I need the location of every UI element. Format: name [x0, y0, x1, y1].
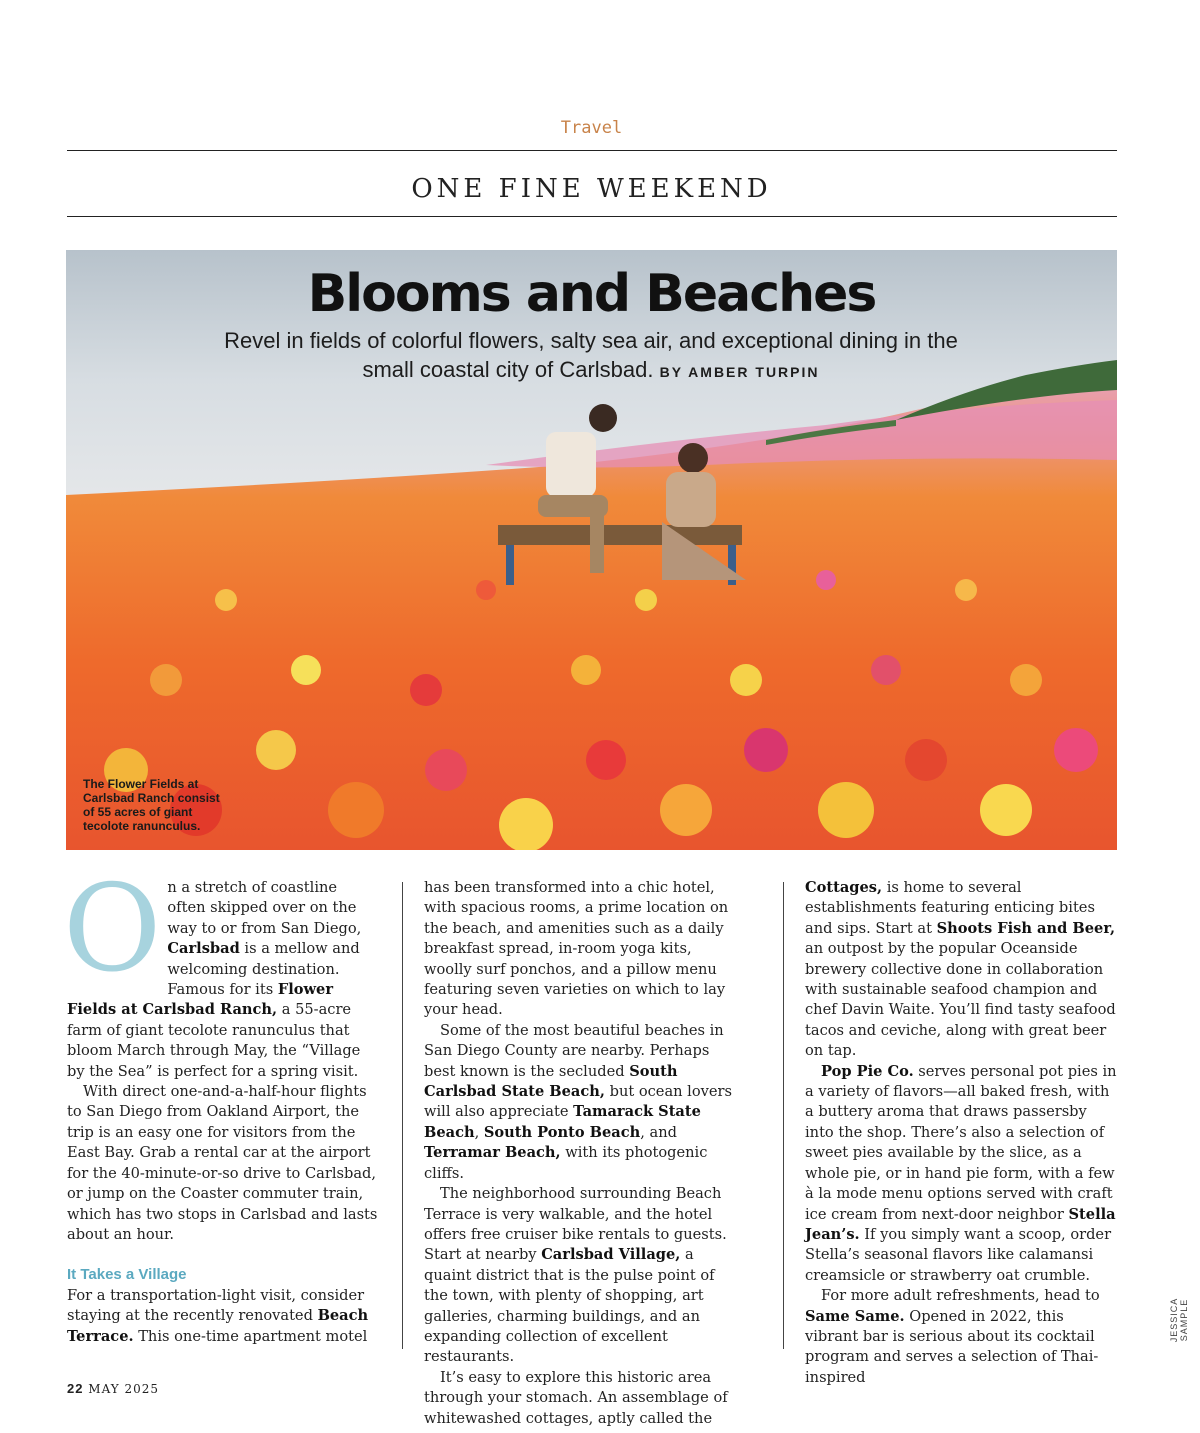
- body-text: serves personal pot pies in a variety of flavors—all baked fresh, with a buttery aroma that draws passersby into the shop. There’s also a selection of sweet pies available by the slice, as a whole pie, or in hand pie form, with a few à la mode menu options served with craft ice cream from next-door neighbor: [805, 1062, 1117, 1223]
- photo-credit: JESSICA SAMPLE: [1169, 1297, 1189, 1343]
- photo-caption: The Flower Fields at Carlsbad Ranch consist of 55 acres of giant tecolote ranunculus.: [83, 777, 220, 833]
- body-text: n a stretch of coastline often skipped over on the way to or from San Diego,: [167, 879, 362, 937]
- issue-date: MAY 2025: [88, 1382, 160, 1396]
- column-kicker: ONE FINE WEEKEND: [411, 174, 772, 204]
- dek-text: Revel in fields of colorful flowers, salty sea air, and exceptional dining in the small coastal city of Carlsbad.: [224, 328, 958, 382]
- article-column-2: [424, 878, 736, 1429]
- place-name: Cottages,: [805, 879, 883, 896]
- body-text: a quaint district that is the pulse point of the town, with plenty of shopping, art galleries, charming buildings, and an expanding collection of excellent restaurants.: [424, 1246, 715, 1366]
- body-text: is home to several establishments featuring enticing bites and sips. Start at: [805, 879, 1095, 937]
- article-column-1: [63, 860, 379, 1347]
- subhead: It Takes a Village: [67, 1266, 187, 1284]
- place-name: Stella Jean’s.: [805, 1205, 1116, 1243]
- place-name: Tamarack State Beach: [424, 1103, 701, 1141]
- place-name: Pop Pie Co.: [821, 1062, 914, 1080]
- body-text: The neighborhood surrounding Beach Terrace is very walkable, and the hotel offers free cruiser bike rentals to guests. Start at nearby: [424, 1185, 727, 1264]
- body-text: For a transportation-light visit, consider staying at the recently renovated: [67, 1286, 365, 1325]
- paragraph: With direct one-and-a-half-hour flights to San Diego from Oakland Airport, the trip is an easy one for visitors from the East Bay. Grab a rental car at the airport for the 40-minute-or-so drive to Carlsbad, or jump on the Coaster commuter train, which has two stops in Carlsbad and lasts about an hour.: [67, 1083, 378, 1243]
- headline: Blooms and Beaches: [307, 264, 876, 324]
- body-text: is a mellow and welcoming destination. Famous for its: [167, 940, 360, 999]
- body-text: Some of the most beautiful beaches in San Diego County are nearby. Perhaps best known is the secluded: [424, 1021, 724, 1080]
- place-name: South Carlsbad State Beach,: [424, 1062, 678, 1101]
- body-text: If you simply want a scoop, order Stella’s seasonal flavors like calamansi creamsicle or strawberry oat crumble.: [805, 1225, 1112, 1284]
- hero-photo: [66, 250, 1117, 850]
- place-name: Flower Fields at Carlsbad Ranch,: [67, 981, 334, 1019]
- folio: [67, 1381, 159, 1396]
- section-label: Travel: [560, 118, 623, 138]
- body-text: with its photogenic cliffs.: [424, 1144, 708, 1182]
- article-column-3: [805, 878, 1117, 1388]
- place-name: Same Same.: [805, 1307, 905, 1325]
- drop-cap: O: [63, 860, 162, 999]
- place-name: Shoots Fish and Beer,: [936, 919, 1116, 937]
- place-name: Carlsbad Village,: [541, 1246, 681, 1264]
- column-divider: [402, 882, 403, 1349]
- body-text: Opened in 2022, this vibrant bar is serious about its cocktail program and serves a selection of Thai-inspired: [805, 1307, 1099, 1386]
- place-name: Terramar Beach,: [424, 1144, 561, 1162]
- byline: BY AMBER TURPIN: [659, 364, 820, 380]
- place-name: Carlsbad: [167, 940, 240, 958]
- place-name: Beach Terrace.: [67, 1307, 369, 1345]
- paragraph: It’s easy to explore this historic area through your stomach. An assemblage of whitewashed cottages, aptly called the: [424, 1368, 728, 1427]
- body-text: but ocean lovers will also appreciate: [424, 1083, 732, 1121]
- page-number: 22: [67, 1381, 84, 1396]
- body-text: a 55-acre farm of giant tecolote ranunculus that bloom March through May, the “Village by the Sea” is perfect for a spring visit.: [67, 1001, 361, 1080]
- dek: [196, 326, 986, 387]
- body-text: For more adult refreshments, head to: [821, 1287, 1100, 1305]
- body-text: , and: [640, 1123, 677, 1141]
- body-text: ,: [474, 1123, 484, 1141]
- column-divider: [783, 882, 784, 1349]
- body-text: This one-time apartment motel: [133, 1327, 368, 1345]
- body-text: an outpost by the popular Oceanside brewery collective done in collaboration with sustainable seafood champion and chef Davin Waite. You’ll find tasty seafood tacos and ceviche, along with great beer on tap.: [805, 940, 1116, 1060]
- paragraph: has been transformed into a chic hotel, with spacious rooms, a prime location on the beach, and amenities such as a daily breakfast spread, in-room yoga kits, woolly surf ponchos, and a pillow menu featuring seven varieties on which to lay your head.: [424, 879, 729, 1019]
- place-name: South Ponto Beach: [483, 1123, 641, 1141]
- bottom-rule: [67, 216, 1117, 217]
- top-rule: [67, 150, 1117, 151]
